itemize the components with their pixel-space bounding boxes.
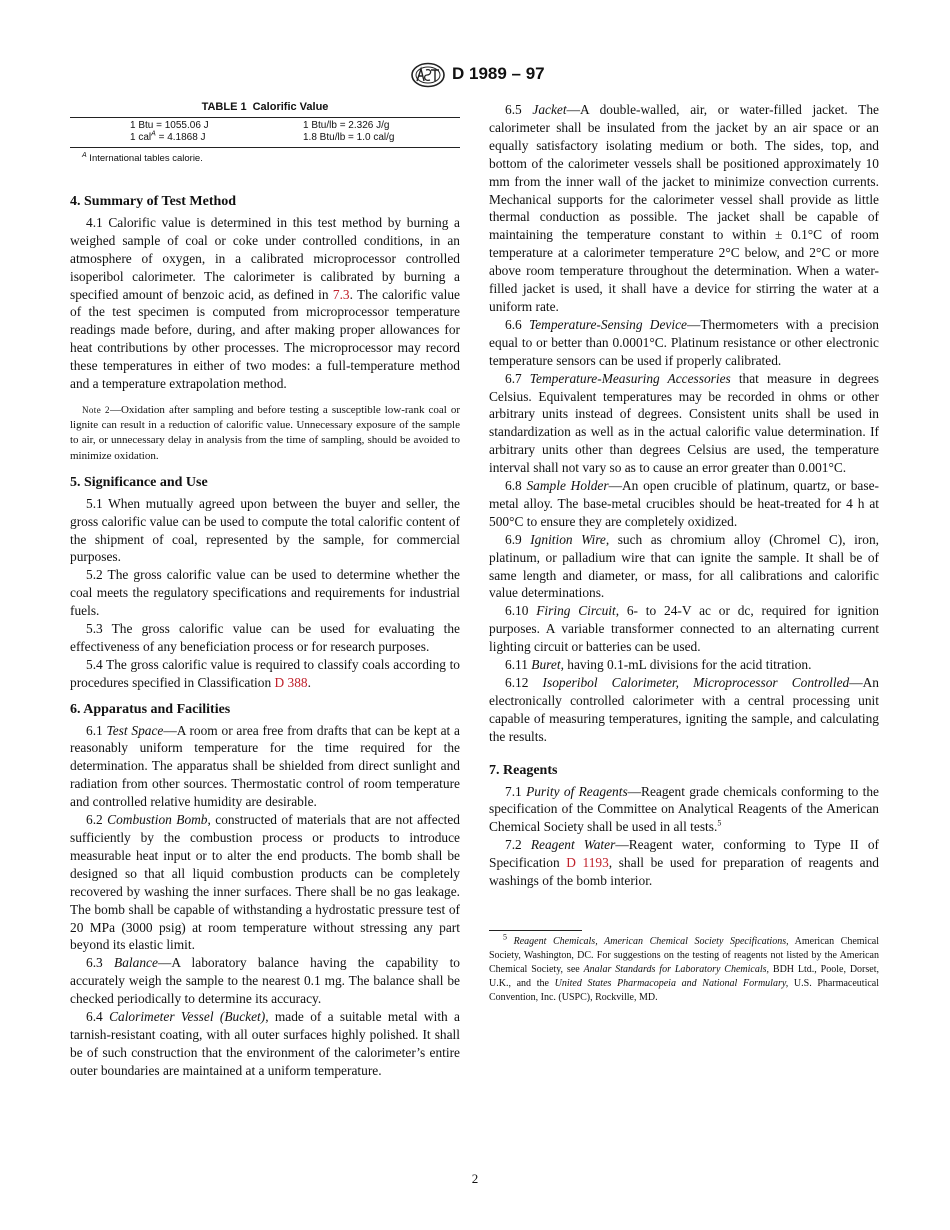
paragraph-6-12: 6.12 Isoperibol Calorimeter, Microprocessor Controlled—An electronically controlled calorimeter with a central processing unit capable of measuring temperatures, igniting the sample, and calculating the results.	[489, 675, 880, 744]
table-title: TABLE 1 Calorific Value	[201, 101, 329, 113]
paragraph-4-1: 4.1 Calorific value is determined in this test method by burning a weighed sample of coal or coke under controlled conditions, in an atmosphere of oxygen, in a calibrated microprocessor controlled isoperibol calorimeter. The calorimeter is calibrated by burning a specified amount of benzoic acid, as defined in 7.3. The calorific value of the test specimen is computed from microprocessor temperature readings made before, during, and after making proper allowances for heat contributions by other processes. The microprocessor may record these temperatures in either of two modes: a full-temperature method and a temperature extrapolation method.	[70, 214, 460, 392]
right-column	[489, 101, 879, 1005]
section-4-heading: 4. Summary of Test Method	[70, 194, 237, 209]
paragraph-6-5: 6.5 Jacket—A double-walled, air, or water-filled jacket. The calorimeter shall be insulated from the jacket by an air space or an equally satisfactory isolating medium or both. The sides, top, and bottom of the calorimeter vessels shall be positioned approximately 10 mm from the inner wall of the jacket to minimize convection currents. Mechanical supports for the calorimeter vessel shall provide as little thermal conduction as possible. The jacket shall be capable of maintaining the temperature constant to within ± 0.1°C of room temperature at a calorimeter temperature 2°C below, and 2°C or more above room temperature throughout the determination. When a water-filled jacket is used, it shall have a device for stirring the water at a uniform rate.	[489, 102, 879, 314]
section-6-heading: 6. Apparatus and Facilities	[70, 701, 231, 717]
paragraph-5-3: 5.3 The gross calorific value can be used for evaluating the effectiveness of any beneficiation process or for research purposes.	[70, 621, 460, 654]
standard-designation: D 1989 – 97	[452, 64, 545, 83]
link-d1193[interactable]: D 1193	[566, 855, 609, 871]
section-7-heading: 7. Reagents	[489, 762, 558, 778]
page-header	[0, 62, 950, 88]
paragraph-6-10: 6.10 Firing Circuit, 6- to 24-V ac or dc, required for ignition purposes. A variable transformer connected to an alternating current lighting circuit or batteries can be used.	[489, 603, 879, 655]
calorific-value-table	[70, 117, 460, 148]
paragraph-5-4: 5.4 The gross calorific value is required to classify coals according to procedures specified in Classification D 388.	[70, 656, 460, 690]
table-cell: 1 Btu = 1055.06 J 1 cal$^A$ = 4.1868 J	[130, 120, 209, 143]
paragraph-6-9: 6.9 Ignition Wire, such as chromium alloy (Chromel C), iron, platinum, or palladium wire that can ignite the sample. It shall be of same length and diameter, or mass, for all calibrations and calorific value determinations.	[489, 531, 880, 601]
paragraph-7-1: 7.1 Purity of Reagents—Reagent grade chemicals conforming to the specification of the Committee on Analytical Reagents of the American Chemical Society shall be used in all tests.$^5$	[489, 783, 879, 835]
paragraph-6-11: 6.11 Buret, having 0.1-mL divisions for the acid titration.	[505, 657, 812, 673]
footnote-5: $^5$ Reagent Chemicals, American Chemical Society Specifications, American Chemical Society, Washington, DC. For suggestions on the testing of reagents not listed by the American Chemical Society, see Analar Standards for Laboratory Chemicals, BDH Ltd., Poole, Dorset, U.K., and the United States Pharmacopeia and National Formulary, U.S. Pharmaceutical Convention, Inc. (USPC), Rockville, MD.	[489, 932, 880, 1003]
table-row	[70, 120, 460, 144]
footnote-5-ref[interactable]: 5	[717, 818, 722, 828]
section-5-heading: 5. Significance and Use	[70, 474, 208, 490]
paragraph-6-2: 6.2 Combustion Bomb, constructed of materials that are not affected sufficiently by the combustion process or products to introduce measurable heat input or to alter the end products. The bomb shall be designed so that all liquid combustion products can be completely recovered by washing the inner surfaces. There shall be no gas leakage. The bomb shall be capable of withstanding a hydrostatic pressure test of 20 MPa (3000 psig) at room temperature without stressing any part beyond its elastic limit.	[70, 812, 460, 953]
paragraph-6-8: 6.8 Sample Holder—An open crucible of platinum, quartz, or base-metal alloy. The base-metal crucibles should be heat-treated for 4 h at 500°C to ensure they are completely oxidized.	[489, 478, 879, 529]
table-footnote: $^A$ International tables calorie.	[82, 151, 203, 164]
footnote-divider	[489, 930, 582, 931]
astm-logo-icon	[410, 62, 446, 88]
paragraph-6-4: 6.4 Calorimeter Vessel (Bucket), made of a suitable metal with a tarnish-resistant coating, with all outer surfaces highly polished. It shall be of such construction that the environment of the calorimeter’s entire outer boundaries are maintained at a uniform temperature.	[70, 1009, 460, 1078]
table-cell: 1 Btu/lb = 2.326 J/g 1.8 Btu/lb = 1.0 cal/g	[303, 120, 395, 143]
paragraph-6-3: 6.3 Balance—A laboratory balance having the capability to accurately weigh the sample to the nearest 0.1 mg. The balance shall be checked periodically to determine its accuracy.	[70, 955, 460, 1007]
paragraph-5-2: 5.2 The gross calorific value can be used to determine whether the coal meets the regulatory specifications and requirements for industrial fuels.	[70, 567, 460, 619]
note-2: Note 2—Oxidation after sampling and before testing a susceptible low-rank coal or lignite can result in a reduction of calorific value. Unnecessary exposure of the sample to air, or unnecessary delay in analysis from the time of sampling, should be avoided to minimize oxidation.	[70, 403, 460, 462]
table-1	[70, 100, 460, 165]
page-number: 2	[471, 1171, 479, 1186]
paragraph-6-1: 6.1 Test Space—A room or area free from drafts that can be kept at a reasonably uniform temperature for the time required for the determination. The apparatus shall be shielded from direct sunlight and radiation from other sources. Thermostatic control of room temperature and controlled relative humidity are desirable.	[70, 722, 460, 810]
left-column	[70, 100, 460, 1080]
link-d388[interactable]: D 388	[274, 674, 308, 690]
paragraph-5-1: 5.1 When mutually agreed upon between the buyer and seller, the gross calorific value can be used to compute the total calorific content of the shipment of coal, represented by the sample, for commercial purposes.	[70, 495, 460, 565]
link-7-3[interactable]: 7.3	[332, 286, 350, 302]
paragraph-6-7: 6.7 Temperature-Measuring Accessories that measure in degrees Celsius. Equivalent temperatures may be recorded in ohms or other arbitrary units instead of degrees. Consistent units shall be used in standardization as well as in the actual calorific value determination. If arbitrary units other than degrees Celsius are used, the temperature interval shall not vary so as to cause an error greater than 0.001°C.	[489, 370, 879, 476]
footnote-area	[489, 930, 879, 1005]
paragraph-6-6: 6.6 Temperature-Sensing Device—Thermometers with a precision equal to or better than 0.0001°C. Platinum resistance or other electronic temperature sensors can be used if properly calibrated.	[489, 316, 879, 368]
paragraph-7-2: 7.2 Reagent Water—Reagent water, conforming to Type II of Specification D 1193, shall be used for preparation of reagents and washings of the bomb interior.	[489, 837, 879, 889]
